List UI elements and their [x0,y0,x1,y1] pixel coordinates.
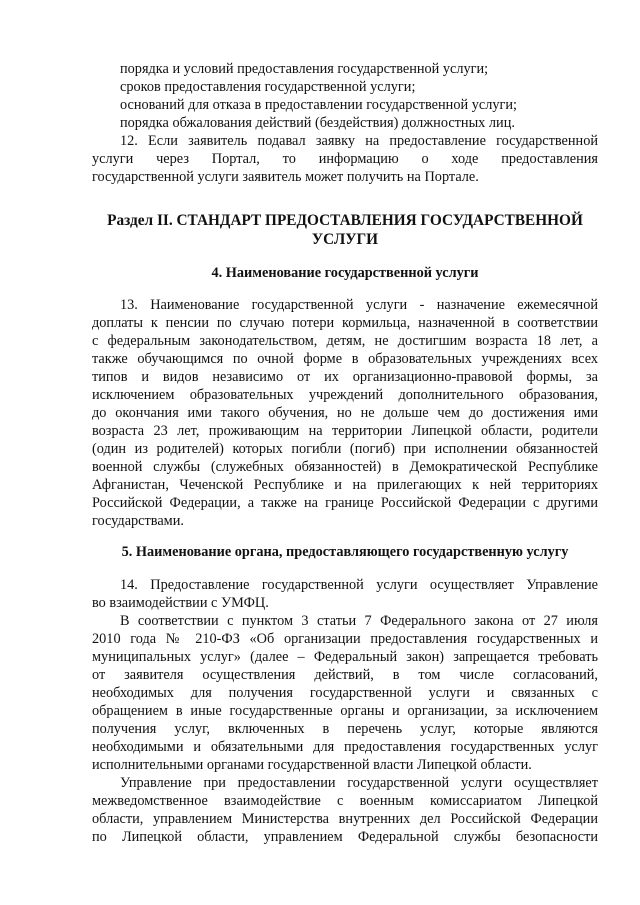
paragraph-line: Афганистан, Чеченской Республике и на прилегающих к ней территориях [92,477,598,493]
section-heading: Раздел II. СТАНДАРТ ПРЕДОСТАВЛЕНИЯ ГОСУДАРСТВЕННОЙ [107,212,583,229]
paragraph-line: 13. Наименование государственной услуги - назначение ежемесячной [120,297,598,313]
paragraph-line: государственной услуги заявитель может получить на Портале. [92,169,479,185]
paragraph-line: типов и видов независимо от их организационно-правовой формы, за [92,369,598,385]
paragraph-line: от заявителя осуществления действий, в том числе согласований, [92,667,598,683]
paragraph-line: услуги через Портал, то информацию о ходе предоставления [92,151,598,167]
paragraph-line: 12. Если заявитель подавал заявку на предоставление государственной [120,133,598,149]
paragraph-line: обращением в иные государственные органы и организации, за исключением [92,703,598,719]
paragraph-line: до окончания ими такого обучения, но не дольше чем до достижения ими [92,405,598,421]
section-heading: УСЛУГИ [311,231,379,248]
paragraph-line: исполнительными органами государственной власти Липецкой области. [92,757,532,773]
paragraph-line: В соответствии с пунктом 3 статьи 7 Федерального закона от 27 июля [120,613,598,629]
paragraph-line: исключением образовательных учреждений дополнительного образования, [92,387,598,403]
list-item: порядка и условий предоставления государственной услуги; [120,61,489,77]
paragraph-line: Управление при предоставлении государственной услуги осуществляет [120,775,598,791]
paragraph-line: 14. Предоставление государственной услуги осуществляет Управление [120,577,598,593]
paragraph-line: межведомственное взаимодействие с военным комиссариатом Липецкой [92,793,598,809]
paragraph-line: возраста 23 лет, проживающим на территории Липецкой области, родители [92,423,598,439]
paragraph-line: муниципальных услуг» (далее – Федеральный закон) запрещается требовать [92,649,598,665]
paragraph-line: 2010 года № 210-ФЗ «Об организации предоставления государственных и [92,631,598,647]
paragraph-line: необходимых для получения государственной услуги и связанных с [92,685,598,701]
paragraph-line: по Липецкой области, управлением Федеральной службы безопасности [92,829,598,845]
paragraph-line: получения услуг, включенных в перечень услуг, которые являются [92,721,598,737]
paragraph-line: необходимыми и обязательными для предоставления государственных услуг [92,739,598,755]
paragraph-line: во взаимодействии с УМФЦ. [92,595,269,611]
list-item: оснований для отказа в предоставлении государственной услуги; [120,97,517,113]
paragraph-line: военной службы (служебных обязанностей) в Демократической Республике [92,459,598,475]
paragraph-line: государствами. [92,513,184,529]
list-item: порядка обжалования действий (бездействия) должностных лиц. [120,115,515,131]
paragraph-line: Российской Федерации, а также на границе Российской Федерации с другими [92,495,598,511]
paragraph-line: также обучающимся по очной форме в образовательных учреждениях всех [92,351,598,367]
subsection-heading: 5. Наименование органа, предоставляющего государственную услугу [121,544,569,560]
paragraph-line: доплаты к пенсии по случаю потери кормильца, назначенной в соответствии [92,315,598,331]
paragraph-line: области, управлением Министерства внутренних дел Российской Федерации [92,811,598,827]
paragraph-line: с федеральным законодательством, детям, не достигшим возраста 18 лет, а [92,333,598,349]
subsection-heading: 4. Наименование государственной услуги [211,265,479,281]
list-item: сроков предоставления государственной услуги; [120,79,416,95]
paragraph-line: (один из родителей) которых погибли (погиб) при исполнении обязанностей [92,441,598,457]
